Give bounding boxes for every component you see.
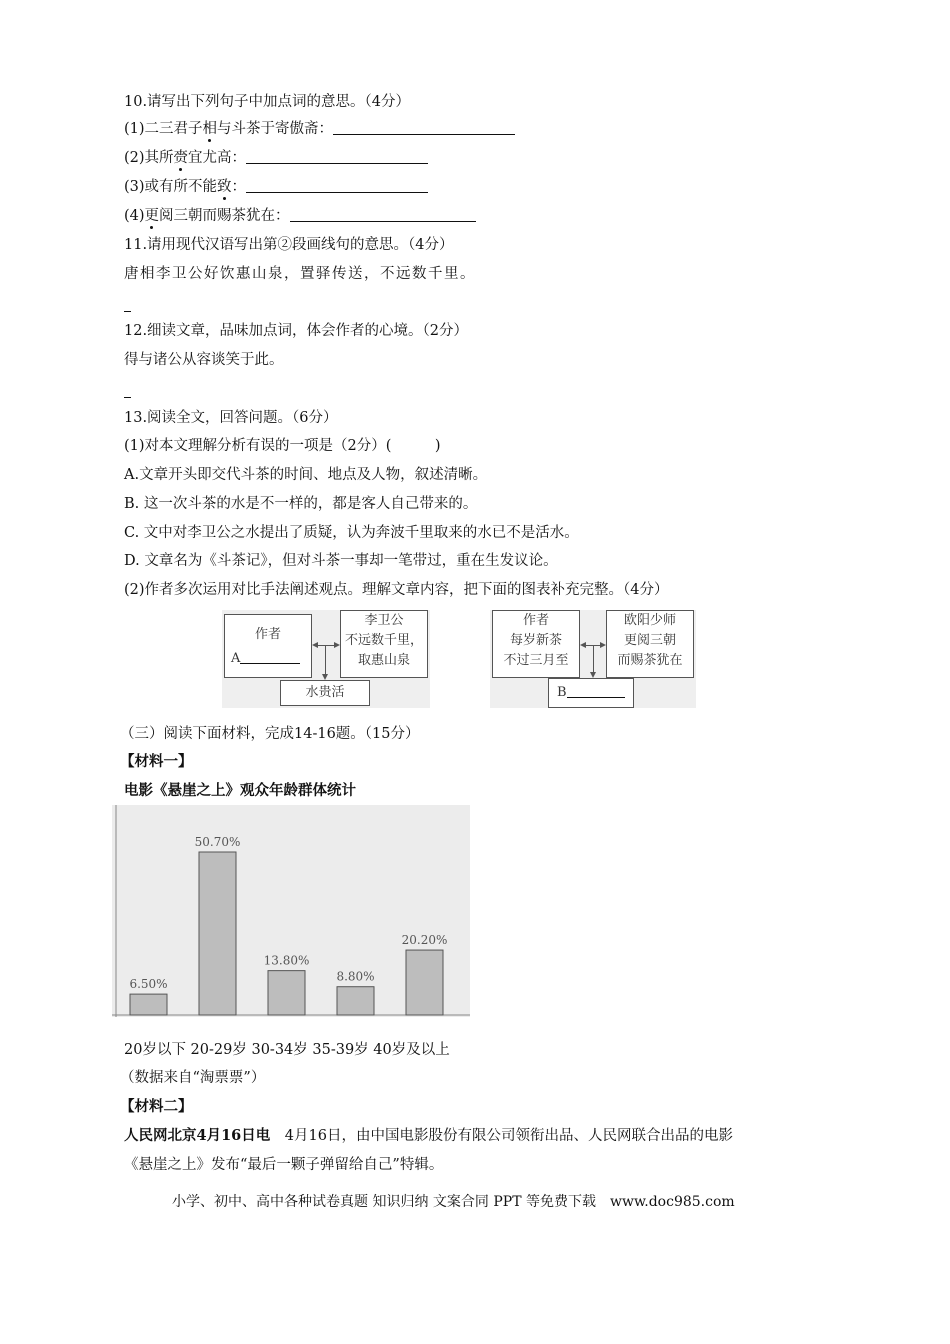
diagram2-left-box	[492, 610, 580, 678]
bar-label-5: 20.20%	[401, 933, 448, 948]
diagram2-bottom-box	[548, 678, 634, 708]
q10-item-3-dotted-word: 致	[217, 179, 232, 195]
q11-title: 11.请用现代汉语写出第②段画线句的意思。（4分）	[124, 237, 454, 253]
q12-sentence: 得与诸公从容谈笑于此。	[124, 352, 284, 368]
diagram1-blank-a-line[interactable]	[240, 651, 300, 664]
q10-title: 10.请写出下列句子中加点词的意思。（4分）	[124, 94, 411, 110]
q10-item-3-prefix: (3)或有所不能	[124, 179, 218, 195]
q10-answer-3[interactable]	[246, 178, 428, 193]
diagram1-right-line-2: 不远数千里，	[344, 633, 423, 648]
chart-source: （数据来自“淘票票”）	[120, 1070, 266, 1086]
q10-item-3	[124, 177, 428, 197]
age-group-bar-chart	[112, 805, 470, 1017]
news-line-1	[124, 1126, 733, 1146]
diagram1-right-box	[340, 610, 428, 678]
news-body-1: 4月16日，由中国电影股份有限公司领衔出品、人民网联合出品的电影	[270, 1128, 733, 1144]
comparison-diagram-2	[490, 610, 696, 708]
diagram2-right-line-3: 而赐茶犹在	[617, 653, 683, 668]
q10-item-4-prefix: (4)	[124, 208, 145, 224]
q13-sub1: (1)对本文理解分析有误的一项是（2分）( )	[124, 438, 441, 454]
q10-item-1-prefix: (1)二三君子	[124, 121, 203, 137]
q10-answer-4[interactable]	[290, 207, 476, 222]
diagram2-down-line	[593, 646, 594, 674]
q10-item-2	[124, 148, 428, 168]
diagram1-down-line	[325, 646, 326, 676]
q13-title: 13.阅读全文，回答问题。（6分）	[124, 410, 338, 426]
diagram2-left-line-2: 每岁新茶	[509, 633, 562, 648]
q13-option-a[interactable]: A.文章开头即交代斗茶的时间、地点及人物，叙述清晰。	[124, 467, 488, 483]
q10-item-1	[124, 119, 515, 139]
diagram2-blank-b-line[interactable]	[567, 685, 625, 698]
bar-2	[199, 852, 236, 1015]
q10-item-4	[124, 206, 476, 226]
q11-answer-line[interactable]	[124, 311, 131, 312]
bar-label-1: 6.50%	[129, 977, 168, 992]
material2-heading: 【材料二】	[120, 1098, 193, 1115]
diagram2-left-line-1: 作者	[522, 613, 549, 628]
q10-item-4-dotted-word: 更	[144, 208, 160, 224]
q12-title: 12.细读文章，品味加点词，体会作者的心境。（2分）	[124, 323, 469, 339]
comparison-diagram-1	[222, 610, 430, 708]
diagram1-bottom-box	[280, 680, 370, 706]
diagram1-blank-a[interactable]	[231, 649, 300, 669]
q10-item-2-prefix: (2)其所	[124, 150, 174, 166]
diagram1-bottom-text: 水贵活	[305, 685, 345, 700]
material1-heading: 【材料一】	[120, 753, 193, 770]
diagram2-right-line-2: 更阅三朝	[623, 633, 676, 648]
q12-answer-line[interactable]	[124, 397, 131, 398]
q10-item-4-suffix: 阅三朝而赐茶犹在：	[159, 208, 290, 224]
chart-svg	[112, 805, 470, 1017]
diagram1-left-box	[224, 614, 312, 678]
diagram2-right-box	[606, 610, 694, 678]
diagram2-left-line-3: 不过三月至	[503, 653, 569, 668]
news-lead: 人民网北京4月16日电	[124, 1127, 271, 1144]
q10-answer-2[interactable]	[246, 149, 428, 164]
page-footer: 小学、初中、高中各种试卷真题 知识归纳 文案合同 PPT 等免费下载 www.doc985.com	[172, 1194, 735, 1210]
q10-answer-1[interactable]	[333, 120, 515, 135]
q13-sub2: (2)作者多次运用对比手法阐述观点。理解文章内容，把下面的图表补充完整。（4分）	[124, 582, 669, 598]
news-line-2: 《悬崖之上》发布“最后一颗子弹留给自己”特辑。	[124, 1157, 444, 1173]
q13-option-d[interactable]: D. 文章名为《斗茶记》，但对斗茶一事却一笔带过，重在生发议论。	[124, 553, 558, 569]
bar-5	[406, 950, 443, 1015]
diagram2-blank-b-label: B	[557, 685, 567, 700]
q10-item-2-suffix: 宜尤高：	[188, 150, 247, 166]
bar-4	[337, 987, 374, 1015]
bar-label-2: 50.70%	[194, 835, 241, 849]
diagram1-right-line-1: 李卫公	[364, 613, 404, 628]
diagram1-arrowhead-right	[334, 642, 340, 648]
bar-label-4: 8.80%	[336, 969, 375, 984]
q13-option-b[interactable]: B. 这一次斗茶的水是不一样的，都是客人自己带来的。	[124, 496, 478, 512]
diagram2-arrowhead-right	[600, 642, 606, 648]
chart-title: 电影《悬崖之上》观众年龄群体统计	[124, 782, 356, 799]
q10-item-1-suffix: 与斗茶于寄傲斋：	[217, 121, 334, 137]
diagram2-right-line-1: 欧阳少师	[623, 613, 676, 628]
diagram2-arrowhead-left	[580, 642, 586, 648]
bar-3	[268, 971, 305, 1015]
q11-sentence: 唐相李卫公好饮惠山泉，置驿传送，不远数千里。	[124, 266, 476, 282]
diagram1-right-line-3: 取惠山泉	[357, 653, 410, 668]
diagram1-arrowhead-left	[312, 642, 318, 648]
q10-item-3-suffix: ：	[231, 179, 247, 195]
bar-label-3: 13.80%	[263, 953, 310, 968]
bar-1	[130, 994, 167, 1015]
chart-x-labels: 20岁以下 20-29岁 30-34岁 35-39岁 40岁及以上	[124, 1042, 450, 1058]
q10-item-2-dotted-word: 赍	[173, 150, 189, 166]
diagram1-left-title: 作者	[254, 627, 281, 642]
section3-title: （三）阅读下面材料，完成14-16题。（15分）	[120, 726, 420, 742]
diagram1-blank-a-label: A	[231, 651, 241, 666]
q10-item-1-dotted-word: 相	[202, 121, 218, 137]
q13-option-c[interactable]: C. 文中对李卫公之水提出了质疑，认为奔波千里取来的水已不是活水。	[124, 525, 579, 541]
